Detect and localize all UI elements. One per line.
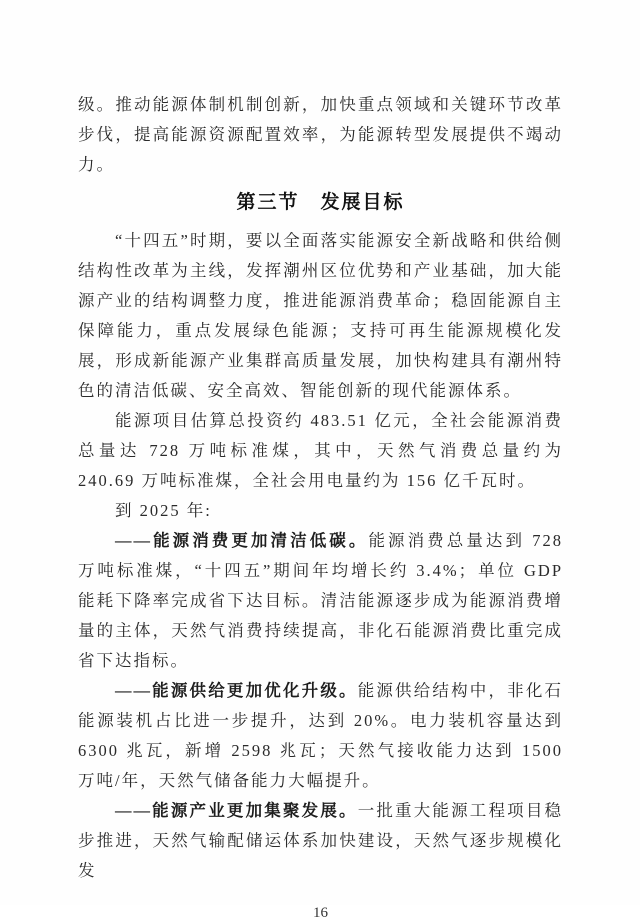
paragraph-goal-supply [78,676,563,796]
page-number: 16 [313,905,328,921]
paragraph-goal-consumption [78,526,563,676]
paragraph-text: 能源供给结构中，非化石能源装机占比进一步提升，达到 20%。电力装机容量达到 6300 兆瓦，新增 2598 兆瓦；天然气接收能力达到 1500 万吨/年，天然气储备能力大幅提升。 [78,681,564,790]
paragraph-text: 能源消费总量达到 728 万吨标准煤，“十四五”期间年均增长约 3.4%；单位 GDP 能耗下降率完成省下达目标。清洁能源逐步成为能源消费增量的主体，天然气消费持续提高，非化石能源消费比重完成省下达指标。 [78,531,564,670]
paragraph-text: “十四五”时期，要以全面落实能源安全新战略和供给侧结构性改革为主线，发挥潮州区位优势和产业基础，加大能源产业的结构调整力度，推进能源消费革命；稳固能源自主保障能力，重点发展绿色能源；支持可再生能源规模化发展，形成新能源产业集群高质量发展，加快构建具有潮州特色的清洁低碳、安全高效、智能创新的现代能源体系。 [78,231,563,400]
paragraph-continuation [78,90,563,180]
section-heading: 第三节 发展目标 [236,192,405,213]
paragraph-text: 能源项目估算总投资约 483.51 亿元，全社会能源消费总量达 728 万吨标准煤，其中，天然气消费总量约为 240.69 万吨标准煤，全社会用电量约为 156 亿千瓦时。 [78,411,563,490]
goal-title: ——能源供给更加优化升级。 [115,681,358,700]
paragraph-intro [78,226,563,406]
goal-title: ——能源消费更加清洁低碳。 [115,531,369,550]
paragraph-year-lead [78,496,563,526]
paragraph-text: 一批重大能源工程项目稳步推进，天然气输配储运体系加快建设，天然气逐步规模化发 [78,801,564,880]
paragraph-investment [78,406,563,496]
paragraph-text: 级。推动能源体制机制创新，加快重点领域和关键环节改革步伐，提高能源资源配置效率，为能源转型发展提供不竭动力。 [78,95,563,174]
paragraph-goal-industry [78,796,563,886]
paragraph-text: 到 2025 年: [115,501,212,520]
goal-title: ——能源产业更加集聚发展。 [115,801,358,820]
